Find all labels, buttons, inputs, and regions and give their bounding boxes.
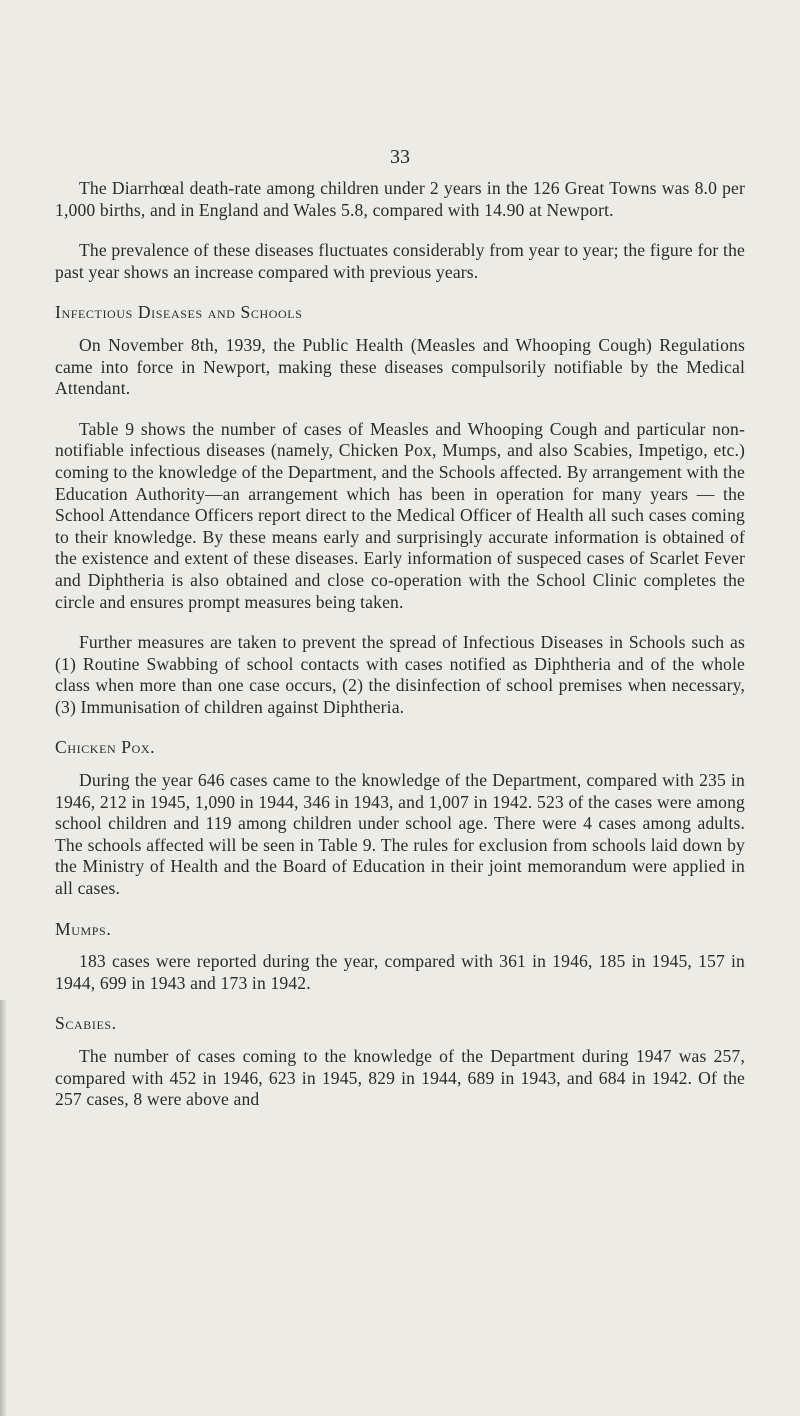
paragraph-regulations: On November 8th, 1939, the Public Health (Measles and Whooping Cough) Regulations came into force in Newport, making these diseases compulsorily notifiable by the Medical Attendant.	[55, 334, 745, 399]
paragraph-diarrhoeal-rate: The Diarrhœal death-rate among children under 2 years in the 126 Great Towns was 8.0 per 1,000 births, and in England and Wales 5.8, compared with 14.90 at Newport.	[55, 178, 745, 220]
heading-mumps: Mumps.	[55, 918, 112, 939]
paragraph-scabies: The number of cases coming to the knowledge of the Department during 1947 was 257, compared with 452 in 1946, 623 in 1945, 829 in 1944, 689 in 1943, and 684 in 1942. Of the 257 cases, 8 were above and	[55, 1046, 745, 1110]
page-number: 33	[390, 146, 410, 168]
paragraph-chicken-pox: During the year 646 cases came to the knowledge of the Department, compared with 235 in 1946, 212 in 1945, 1,090 in 1944, 346 in 1943, and 1,007 in 1942. 523 of the cases were among school children and 119 among children under school age. There were 4 cases among adults. The schools affected will be seen in Table 9. The rules for exclusion from schools laid down by the Ministry of Health and the Board of Education in their joint memorandum were applied in all cases.	[55, 770, 745, 899]
page-body	[55, 178, 745, 1111]
paragraph-table-9: Table 9 shows the number of cases of Measles and Whooping Cough and particular non-notifiable infectious diseases (namely, Chicken Pox, Mumps, and also Scabies, Impetigo, etc.) coming to the knowledge of the Department, and the Schools affected. By arrangement with the Education Authority—an arrangement which has been in operation for many years — the School Attendance Officers report direct to the Medical Officer of Health all such cases coming to their knowledge. By these means early and surprisingly accurate information is obtained of the existence and extent of these diseases. Early information of suspeced cases of Scarlet Fever and Diphtheria is also obtained and close co-operation with the School Clinic completes the circle and ensures prompt measures being taken.	[55, 418, 745, 612]
heading-infectious-diseases-schools: Infectious Diseases and Schools	[55, 302, 303, 323]
paragraph-further-measures: Further measures are taken to prevent the spread of Infectious Diseases in Schools such as (1) Routine Swabbing of school contacts with cases notified as Diphtheria and of the whole class when more than one case occurs, (2) the disinfection of school premises when necessary, (3) Immunisation of children against Diphtheria.	[55, 632, 745, 717]
page-edge-shadow	[0, 1000, 7, 1416]
heading-scabies: Scabies.	[55, 1013, 117, 1034]
heading-chicken-pox: Chicken Pox.	[55, 737, 156, 758]
paragraph-prevalence: The prevalence of these diseases fluctuates considerably from year to year; the figure for the past year shows an increase compared with previous years.	[55, 240, 745, 282]
paragraph-mumps: 183 cases were reported during the year, compared with 361 in 1946, 185 in 1945, 157 in 1944, 699 in 1943 and 173 in 1942.	[55, 951, 745, 993]
